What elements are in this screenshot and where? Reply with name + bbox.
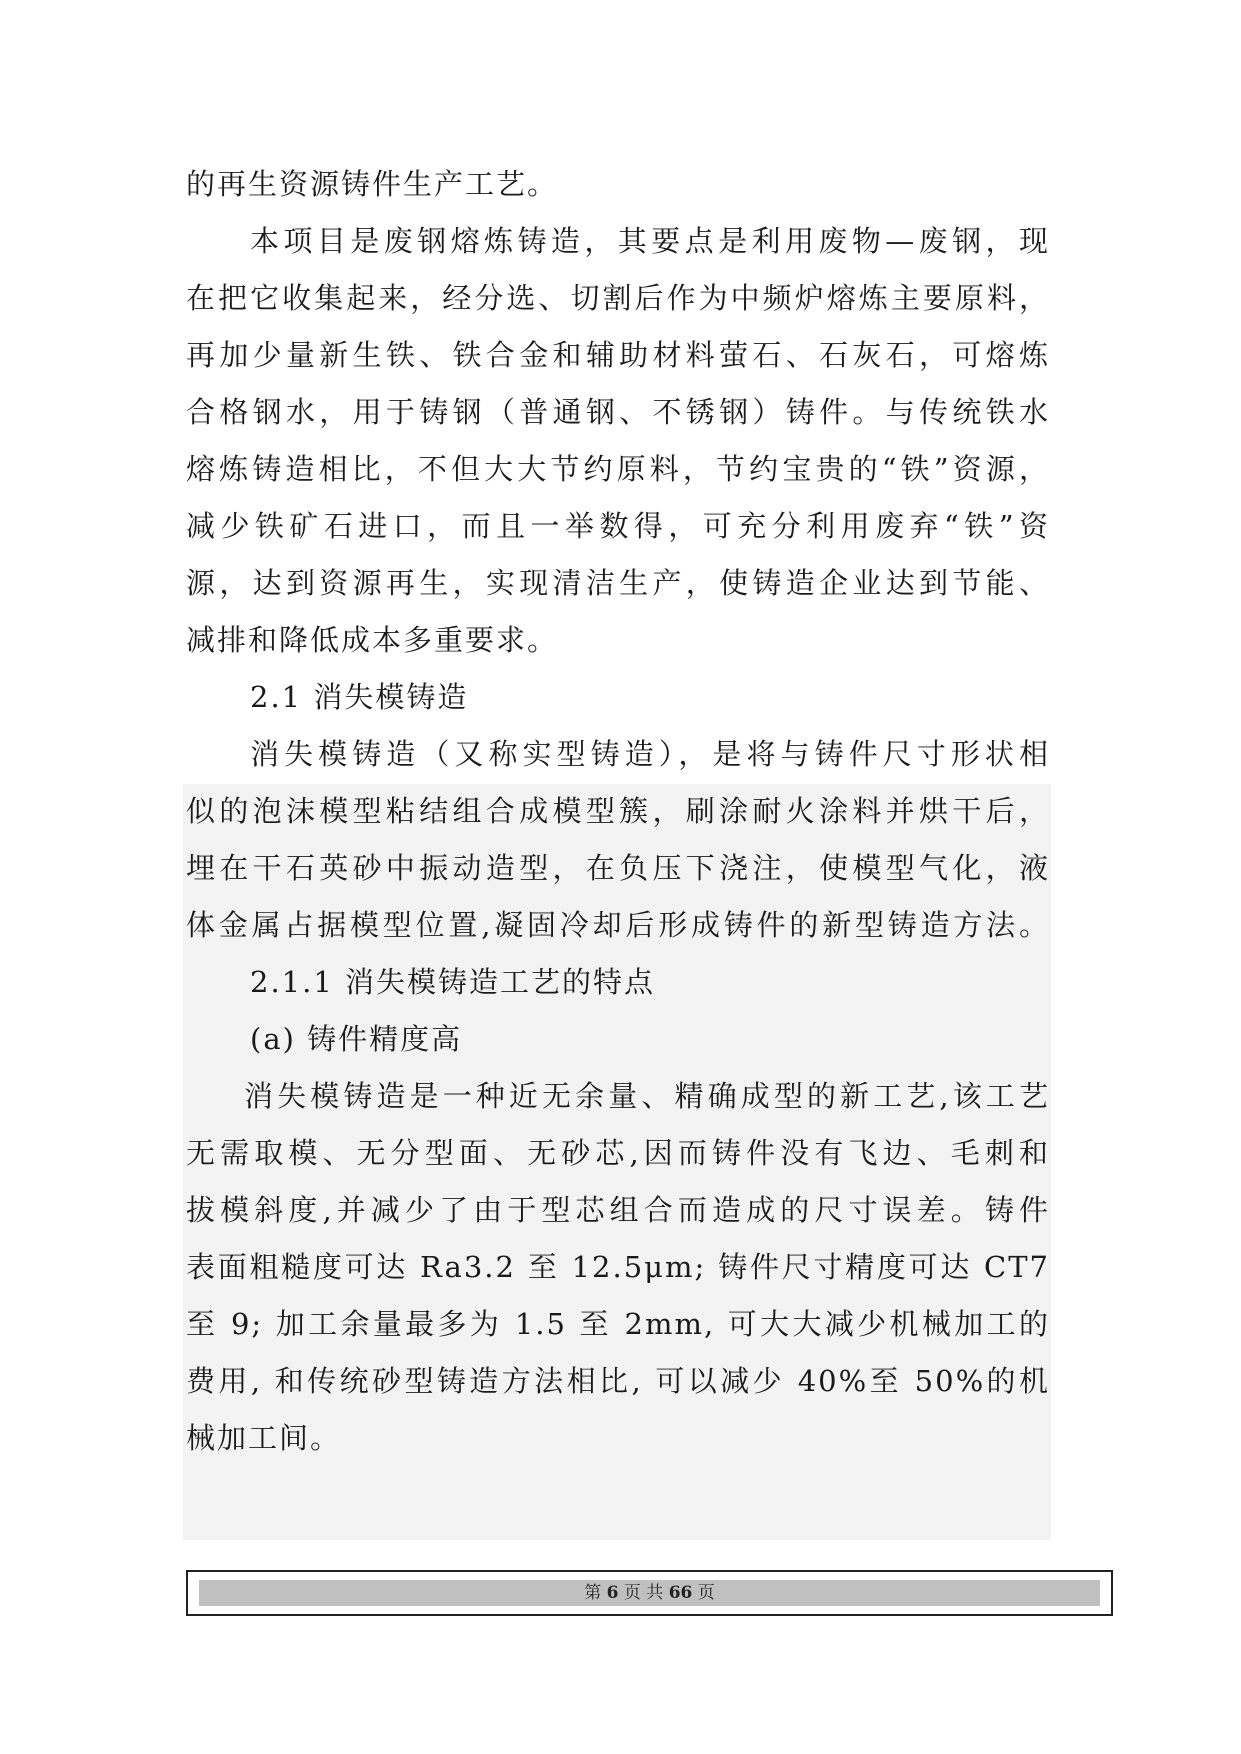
paragraph-line: 表面粗糙度可达 Ra3.2 至 12.5μm; 铸件尺寸精度可达 CT7 xyxy=(186,1250,1050,1284)
page-number-bar xyxy=(199,1580,1100,1606)
paragraph-line: 合格钢水，用于铸钢（普通钢、不锈钢）铸件。与传统铁水 xyxy=(186,395,1050,429)
paragraph-line: 消失模铸造（又称实型铸造），是将与铸件尺寸形状相 xyxy=(250,737,1050,771)
paragraph-line: 减排和降低成本多重要求。 xyxy=(186,623,559,657)
footer-suffix: 页 xyxy=(697,1583,715,1603)
paragraph-line: 械加工间。 xyxy=(186,1421,342,1455)
paragraph-line: 减少铁矿石进口，而且一举数得，可充分利用废弃“铁”资 xyxy=(186,509,1050,543)
paragraph-line: 无需取模、无分型面、无砂芯,因而铸件没有飞边、毛刺和 xyxy=(186,1136,1050,1170)
paragraph-line: 熔炼铸造相比，不但大大节约原料，节约宝贵的“铁”资源， xyxy=(186,452,1050,486)
paragraph-line: 的再生资源铸件生产工艺。 xyxy=(186,167,559,201)
page-footer xyxy=(186,1570,1113,1616)
paragraph-line: 本项目是废钢熔炼铸造，其要点是利用废物—废钢，现 xyxy=(250,224,1050,258)
paragraph-line: 埋在干石英砂中振动造型，在负压下浇注，使模型气化，液 xyxy=(186,851,1050,885)
paragraph-line: 似的泡沫模型粘结组合成模型簇，刷涂耐火涂料并烘干后， xyxy=(186,794,1050,828)
paragraph-line: 费用, 和传统砂型铸造方法相比, 可以减少 40%至 50%的机 xyxy=(186,1364,1050,1398)
paragraph-line: 拔模斜度,并减少了由于型芯组合而造成的尺寸误差。铸件 xyxy=(186,1193,1050,1227)
paragraph-line: 在把它收集起来，经分选、切割后作为中频炉熔炼主要原料， xyxy=(186,281,1050,315)
item-heading: (a) 铸件精度高 xyxy=(250,1022,463,1056)
total-page-number: 66 xyxy=(668,1583,693,1603)
footer-prefix: 第 xyxy=(584,1583,602,1603)
paragraph-line: 体金属占据模型位置,凝固冷却后形成铸件的新型铸造方法。 xyxy=(186,908,1050,942)
paragraph-line: 至 9; 加工余量最多为 1.5 至 2mm, 可大大减少机械加工的 xyxy=(186,1307,1050,1341)
subsection-heading: 2.1.1 消失模铸造工艺的特点 xyxy=(250,965,656,999)
footer-middle: 页 共 xyxy=(623,1583,664,1603)
paragraph-line: 再加少量新生铁、铁合金和辅助材料萤石、石灰石，可熔炼 xyxy=(186,338,1050,372)
section-heading: 2.1 消失模铸造 xyxy=(250,680,469,714)
paragraph-line: 源，达到资源再生，实现清洁生产，使铸造企业达到节能、 xyxy=(186,566,1050,600)
paragraph-line: 消失模铸造是一种近无余量、精确成型的新工艺,该工艺 xyxy=(244,1079,1050,1113)
current-page-number: 6 xyxy=(606,1583,619,1603)
